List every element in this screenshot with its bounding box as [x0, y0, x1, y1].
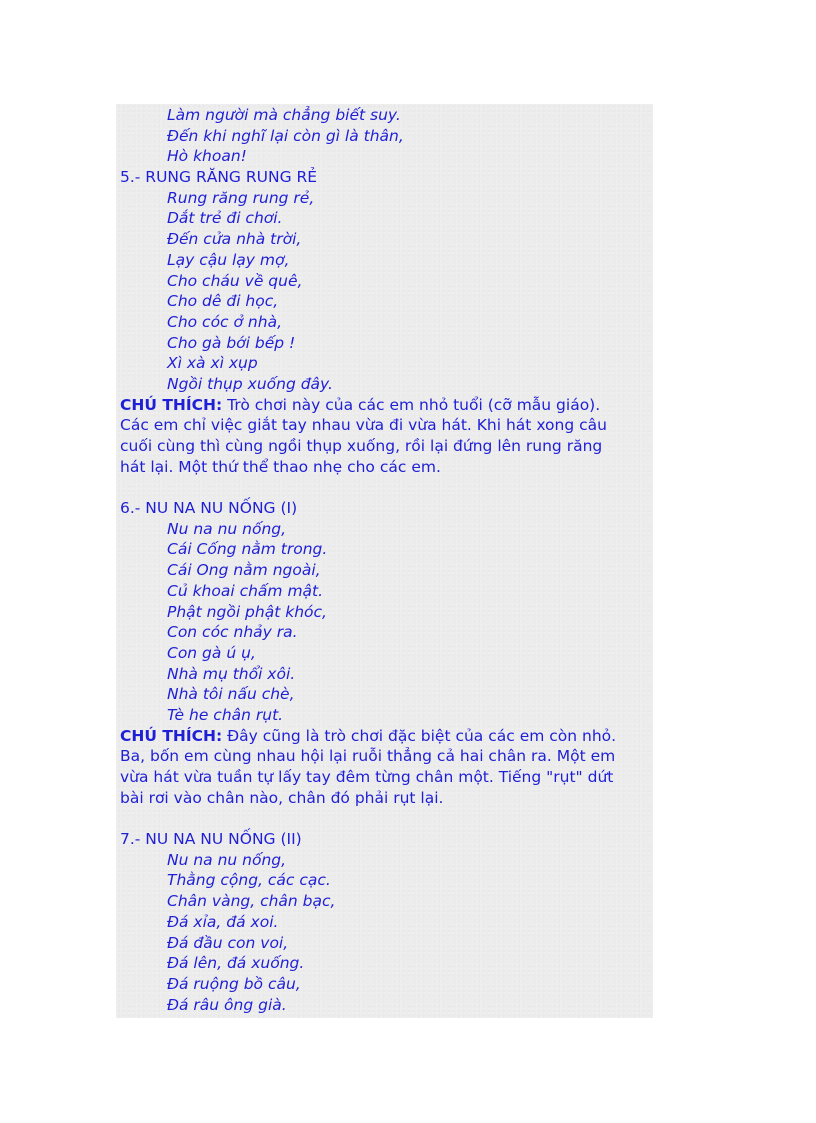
document-content	[120, 105, 650, 1015]
verse-line: Làm người mà chẳng biết suy.	[167, 106, 401, 124]
verse-line: Xì xà xì xụp	[167, 354, 258, 373]
verse-line: Nhà tôi nấu chè,	[167, 685, 295, 704]
note-line: hát lại. Một thứ thể thao nhẹ cho các em.	[120, 457, 441, 476]
section-7	[120, 829, 650, 1015]
spacer	[120, 808, 650, 829]
verse-line: Nhà mụ thổi xôi.	[167, 664, 296, 683]
verse-line: Tè he chân rụt.	[167, 705, 284, 724]
verse-line: Hò khoan!	[167, 147, 247, 166]
note-label: CHÚ THÍCH:	[120, 726, 223, 745]
section-heading: 6.- NU NA NU NỐNG (I)	[120, 499, 298, 518]
verse-line: Đá lên, đá xuống.	[167, 954, 305, 973]
note-line: Ba, bốn em cùng nhau hội lại ruỗi thẳng cả hai chân ra. Một em	[120, 747, 616, 766]
verse-line: Thằng cộng, các cạc.	[167, 871, 331, 890]
verse-line: Cho cháu về quê,	[167, 271, 303, 290]
note-line	[120, 726, 650, 747]
note-line: vừa hát vừa tuần tự lấy tay đêm từng chân một. Tiếng "rụt" dứt	[120, 768, 614, 786]
verse-line: Nu na nu nống,	[167, 850, 287, 869]
note-text: Đây cũng là trò chơi đặc biệt của các em còn nhỏ.	[222, 726, 617, 745]
verse-line: Con cóc nhảy ra.	[167, 623, 298, 642]
verse-line: Đá ruộng bồ câu,	[167, 974, 301, 993]
section-5	[120, 167, 650, 498]
section-6	[120, 498, 650, 829]
verse-line: Củ khoai chấm mật.	[167, 581, 324, 600]
note-label: CHÚ THÍCH:	[120, 395, 223, 414]
verse-line: Cho cóc ở nhà,	[167, 312, 282, 331]
verse-line: Đá râu ông già.	[167, 995, 287, 1014]
verse-line: Đến cửa nhà trời,	[167, 230, 302, 249]
verse-line: Đá xỉa, đá xoi.	[167, 912, 279, 931]
spacer	[120, 477, 650, 498]
verse-line: Cái Cống nằm trong.	[167, 540, 328, 559]
verse-line: Cho gà bới bếp !	[167, 333, 296, 352]
verse-line: Dắt trẻ đi chơi.	[167, 209, 283, 228]
note-line: cuối cùng thì cùng ngồi thụp xuống, rồi lại đứng lên rung răng	[120, 437, 603, 455]
verse-line: Chân vàng, chân bạc,	[167, 892, 336, 911]
verse-line: Con gà ú ụ,	[167, 643, 256, 662]
section-heading: 7.- NU NA NU NỐNG (II)	[120, 830, 302, 849]
verse-line: Rung răng rung rẻ,	[167, 188, 315, 207]
intro-verse-block	[120, 105, 650, 167]
note-line: Các em chỉ việc giắt tay nhau vừa đi vừa hát. Khi hát xong câu	[120, 416, 607, 435]
verse-line: Lạy cậu lạy mợ,	[167, 250, 290, 269]
note-line	[120, 395, 650, 416]
section-heading: 5.- RUNG RĂNG RUNG RẺ	[120, 168, 318, 187]
verse-line: Đến khi nghĩ lại còn gì là thân,	[167, 126, 404, 145]
note-line: bài rơi vào chân nào, chân đó phải rụt lại.	[120, 788, 444, 807]
verse-line: Nu na nu nống,	[167, 519, 287, 538]
verse-line: Cho dê đi học,	[167, 292, 279, 311]
verse-line: Ngồi thụp xuống đây.	[167, 374, 333, 393]
note-text: Trò chơi này của các em nhỏ tuổi (cỡ mẫu giáo).	[222, 395, 601, 414]
verse-line: Phật ngồi phật khóc,	[167, 602, 327, 621]
verse-line: Cái Ong nằm ngoài,	[167, 561, 321, 580]
verse-line: Đá đầu con voi,	[167, 933, 289, 952]
